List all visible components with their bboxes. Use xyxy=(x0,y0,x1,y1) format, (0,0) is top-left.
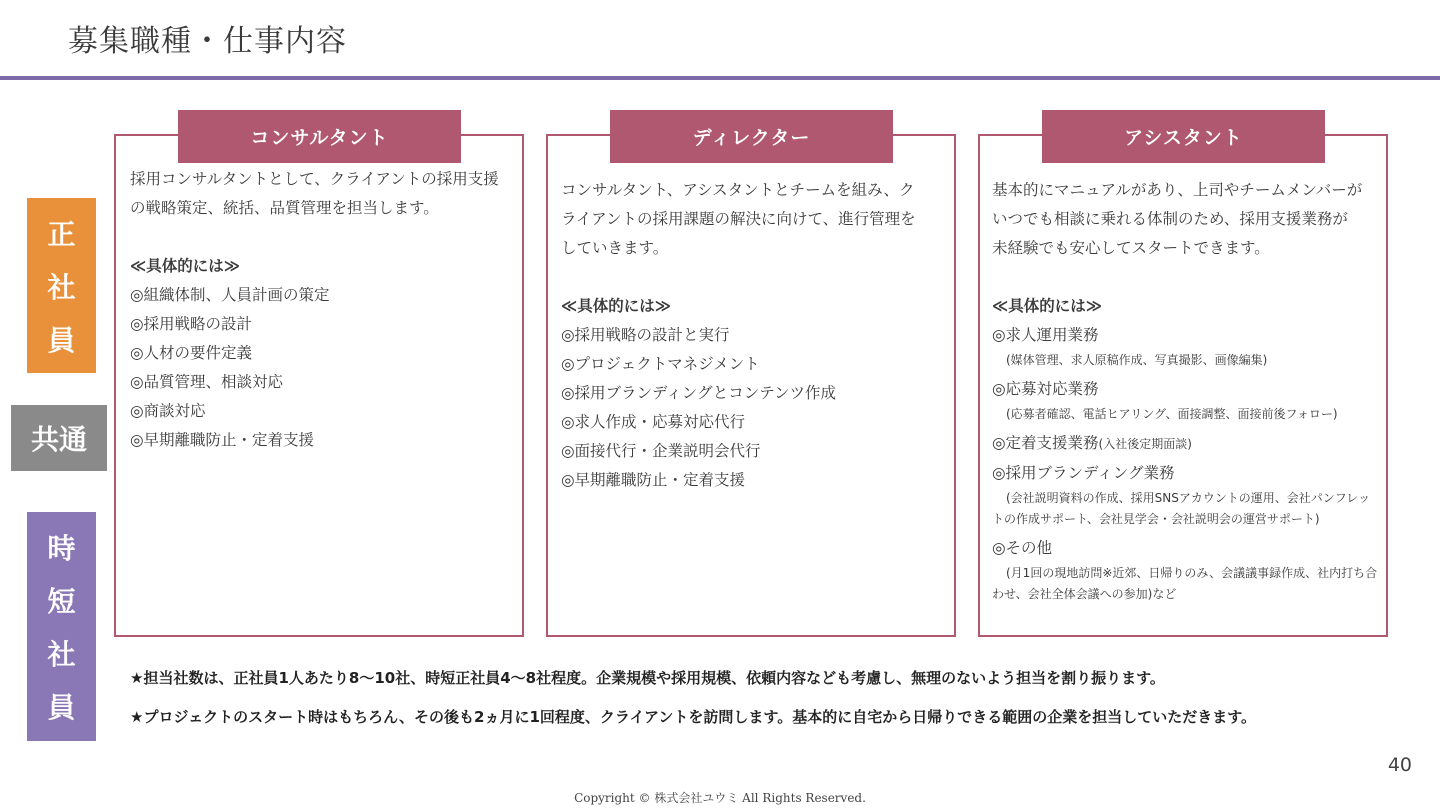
list-item-note: (会社説明資料の作成、採用SNSアカウントの運用、会社パンフレットの作成サポート、会社見学会・会社説明会の運営サポート) xyxy=(992,491,1371,526)
description-line: いつでも相談に乗れる体制のため、採用支援業務が xyxy=(992,210,1348,228)
tag-full-time-char: 正 xyxy=(47,217,76,251)
description-line: 採用コンサルタントとして、クライアントの採用支援 xyxy=(130,170,499,188)
list-item: ◎早期離職防止・定着支援 xyxy=(130,431,315,449)
list-item: ◎採用ブランディング業務 xyxy=(992,464,1175,482)
page-title: 募集職種・仕事内容 xyxy=(68,24,347,59)
copyright: Copyright © 株式会社ユウミ All Rights Reserved. xyxy=(574,791,866,805)
consultant-description xyxy=(130,165,514,223)
assistant-subheading: ≪具体的には≫ xyxy=(992,297,1102,315)
tag-short-time-char: 短 xyxy=(47,584,76,618)
list-item: ◎面接代行・企業説明会代行 xyxy=(561,442,761,460)
director-body xyxy=(561,176,945,495)
description-line: ライアントの採用課題の解決に向けて、進行管理を xyxy=(561,210,916,228)
list-item-note: (月1回の現地訪問※近郊、日帰りのみ、会議議事録作成、社内打ち合わせ、会社全体会議への参加)など xyxy=(992,566,1378,601)
tag-short-time-char: 社 xyxy=(47,638,76,672)
tag-full-time-char: 社 xyxy=(47,270,76,304)
list-item: ◎人材の要件定義 xyxy=(130,344,253,362)
assistant-header: アシスタント xyxy=(1042,110,1325,163)
list-item-note: (媒体管理、求人原稿作成、写真撮影、画像編集) xyxy=(1006,353,1268,367)
tag-short-time-char: 時 xyxy=(47,531,76,565)
list-item: ◎早期離職防止・定着支援 xyxy=(561,471,746,489)
assistant-description xyxy=(992,176,1378,263)
description-line: コンサルタント、アシスタントとチームを組み、ク xyxy=(561,181,915,199)
consultant-subheading: ≪具体的には≫ xyxy=(130,257,240,275)
page-number: 40 xyxy=(1387,754,1412,776)
list-item xyxy=(992,429,1378,459)
tag-short-time xyxy=(27,512,96,741)
description-line: の戦略策定、統括、品質管理を担当します。 xyxy=(130,199,439,217)
consultant-header: コンサルタント xyxy=(178,110,461,163)
list-item: ◎商談対応 xyxy=(130,402,206,420)
description-line: 基本的にマニュアルがあり、上司やチームメンバーが xyxy=(992,181,1363,199)
tag-full-time xyxy=(27,198,96,373)
list-item-note: (応募者確認、電話ヒアリング、面接調整、面接前後フォロー) xyxy=(1006,407,1338,421)
list-item: ◎採用戦略の設計 xyxy=(130,315,253,333)
list-item: ◎その他 xyxy=(992,539,1053,557)
list-item-label: ◎定着支援業務 xyxy=(992,434,1099,452)
tag-full-time-char: 員 xyxy=(47,323,76,357)
list-item-inline-note: (入社後定期面談) xyxy=(1098,437,1192,451)
director-description xyxy=(561,176,945,263)
list-item: ◎組織体制、人員計画の策定 xyxy=(130,286,330,304)
list-item: ◎プロジェクトマネジメント xyxy=(561,355,760,373)
tag-common xyxy=(11,405,107,471)
footnote-client-visits: ★プロジェクトのスタート時はもちろん、その後も2ヵ月に1回程度、クライアントを訪問します。基本的に自宅から日帰りできる範囲の企業を担当していただきます。 xyxy=(130,708,1257,726)
consultant-body xyxy=(130,165,514,455)
list-item: ◎品質管理、相談対応 xyxy=(130,373,284,391)
list-item: ◎求人運用業務 xyxy=(992,326,1099,344)
tag-common-label: 共通 xyxy=(30,423,87,456)
list-item: ◎求人作成・応募対応代行 xyxy=(561,413,746,431)
list-item: ◎採用戦略の設計と実行 xyxy=(561,326,730,344)
list-item: ◎採用ブランディングとコンテンツ作成 xyxy=(561,384,837,402)
title-divider xyxy=(0,76,1440,80)
assistant-body xyxy=(992,176,1378,609)
list-item: ◎応募対応業務 xyxy=(992,380,1099,398)
description-line: していきます。 xyxy=(561,239,669,257)
footnote-client-count: ★担当社数は、正社員1人あたり8〜10社、時短正社員4〜8社程度。企業規模や採用規模、依頼内容なども考慮し、無理のないよう担当を割り振ります。 xyxy=(130,669,1165,687)
description-line: 未経験でも安心してスタートできます。 xyxy=(992,239,1270,257)
director-header: ディレクター xyxy=(610,110,893,163)
tag-short-time-char: 員 xyxy=(47,691,76,725)
director-subheading: ≪具体的には≫ xyxy=(561,297,671,315)
